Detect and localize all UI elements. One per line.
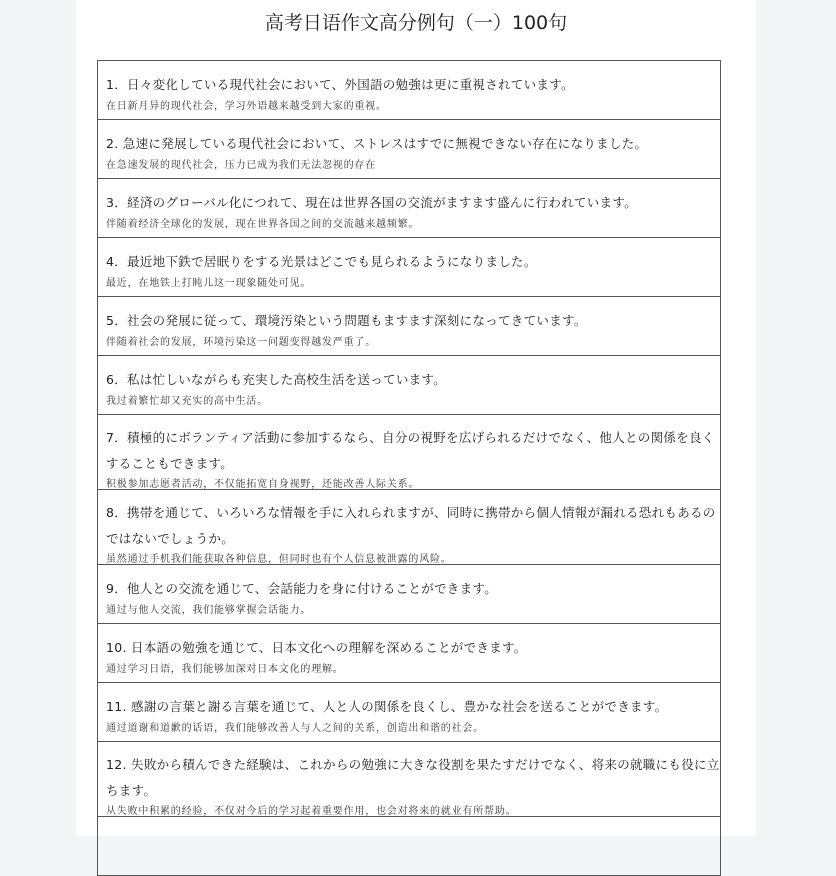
sentence-table	[97, 60, 721, 876]
chinese-translation: 积极参加志愿者活动，不仅能拓宽自身视野，还能改善人际关系。	[106, 479, 420, 490]
japanese-sentence: 3．経済のグローバル化につれて、現在は世界各国の交流がますます盛んに行われています。	[106, 195, 637, 210]
japanese-sentence: 6．私は忙しいながらも充実した高校生活を送っています。	[106, 372, 447, 387]
sentence-row-11	[98, 683, 720, 742]
sentence-row-10	[98, 624, 720, 683]
chinese-translation: 在急速发展的现代社会，压力已成为我们无法忽视的存在	[106, 160, 376, 171]
sentence-row-1	[98, 61, 720, 120]
japanese-sentence: 5．社会の発展に従って、環境汚染という問題もますます深刻になってきています。	[106, 313, 587, 328]
sentence-row-7	[98, 415, 720, 490]
chinese-translation: 伴随着经济全球化的发展，现在世界各国之间的交流越来越频繁。	[106, 219, 420, 230]
japanese-sentence: 9．他人との交流を通じて、会話能力を身に付けることができます。	[106, 581, 498, 596]
chinese-translation: 我过着繁忙却又充实的高中生活。	[106, 396, 268, 407]
chinese-translation: 通过与他人交流，我们能够掌握会话能力。	[106, 605, 312, 616]
document-page	[76, 0, 756, 836]
sentence-row-2	[98, 120, 720, 179]
sentence-row-4	[98, 238, 720, 297]
sentence-row-3	[98, 179, 720, 238]
japanese-sentence: 1．日々変化している現代社会において、外国語の勉強は更に重視されています。	[106, 77, 574, 92]
japanese-sentence: 2. 急速に発展している現代社会において、ストレスはすでに無視できない存在になりました。	[106, 136, 648, 151]
sentence-row-5	[98, 297, 720, 356]
chinese-translation: 通过学习日语，我们能够加深对日本文化的理解。	[106, 664, 344, 675]
sentence-row-6	[98, 356, 720, 415]
japanese-sentence: 4．最近地下鉄で居眠りをする光景はどこでも見られるようになりました。	[106, 254, 537, 269]
japanese-sentence: 10. 日本語の勉強を通じて、日本文化への理解を深めることができます。	[106, 640, 527, 655]
japanese-sentence: 7．積極的にボランティア活動に参加するなら、自分の視野を広げられるだけでなく、他人との関係を良くすることもできます。	[106, 430, 715, 471]
chinese-translation: 通过道谢和道歉的话语，我们能够改善人与人之间的关系，创造出和谐的社会。	[106, 723, 484, 734]
japanese-sentence: 8．携帯を通じて、いろいろな情報を手に入れられますが、同時に携帯から個人情報が漏れる恐れもあるのではないでしょうか。	[106, 505, 716, 546]
japanese-sentence: 11. 感謝の言葉と謝る言葉を通じて、人と人の関係を良くし、豊かな社会を送ることができます。	[106, 699, 668, 714]
chinese-translation: 虽然通过手机我们能获取各种信息，但同时也有个人信息被泄露的风险。	[106, 554, 452, 565]
chinese-translation: 伴随着社会的发展，环境污染这一问题变得越发严重了。	[106, 337, 376, 348]
sentence-row-8	[98, 490, 720, 565]
japanese-sentence: 12. 失敗から積んできた経験は、これからの勉強に大きな役割を果たすだけでなく、将来の就職にも役に立ちます。	[106, 757, 720, 798]
chinese-translation: 最近，在地铁上打盹儿这一现象随处可见。	[106, 278, 312, 289]
chinese-translation: 在日新月异的现代社会，学习外语越来越受到大家的重视。	[106, 101, 387, 112]
chinese-translation: 从失败中积累的经验，不仅对今后的学习起着重要作用，也会对将来的就业有所帮助。	[106, 806, 517, 817]
sentence-row-12	[98, 742, 720, 817]
page-title: 高考日语作文高分例句（一）100句	[264, 12, 568, 34]
sentence-row-next	[98, 817, 720, 876]
sentence-row-9	[98, 565, 720, 624]
